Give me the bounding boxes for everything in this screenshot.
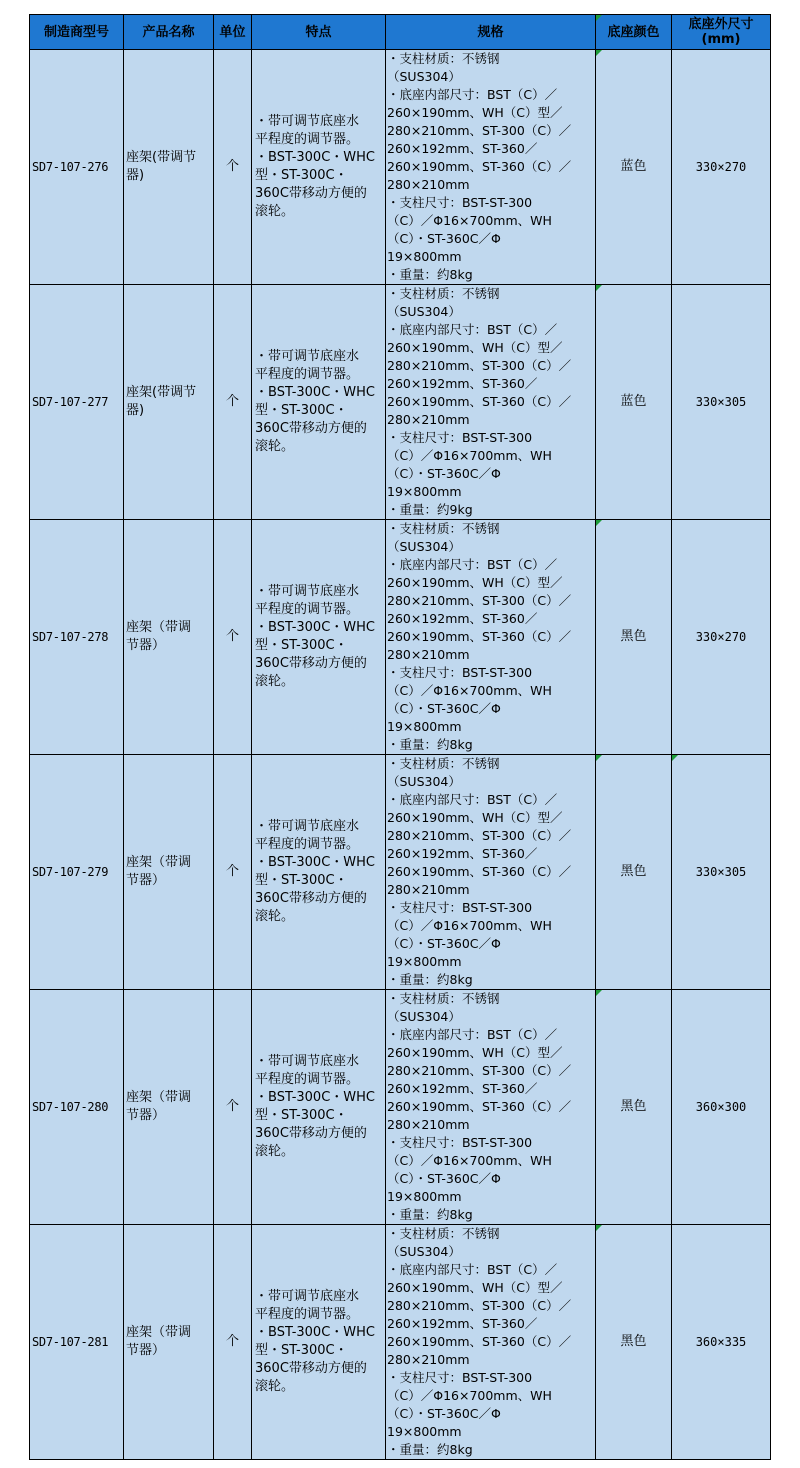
product-spec-table bbox=[29, 14, 771, 1460]
spec-line: 280×210mm、ST-300（C）／ bbox=[387, 1063, 572, 1078]
spec-line: 280×210mm、ST-300（C）／ bbox=[387, 358, 572, 373]
table-row bbox=[30, 50, 771, 285]
table-row bbox=[30, 755, 771, 990]
unit-cell: 个 bbox=[214, 755, 252, 990]
base-size-cell: 330×270 bbox=[672, 50, 771, 285]
feature-line: 滚轮。 bbox=[255, 439, 295, 454]
feature-line: ・带可调节底座水 bbox=[255, 1289, 360, 1304]
feature-line: 平程度的调节器。 bbox=[255, 1307, 360, 1322]
table-row bbox=[30, 520, 771, 755]
spec-line: 280×210mm bbox=[387, 647, 470, 662]
features-cell bbox=[252, 1225, 386, 1460]
table-row bbox=[30, 990, 771, 1225]
features-cell bbox=[252, 990, 386, 1225]
feature-line: ・带可调节底座水 bbox=[255, 1054, 360, 1069]
product-name-line: 节器） bbox=[126, 1108, 166, 1123]
table-body bbox=[30, 50, 771, 1460]
base-color-cell: 黑色 bbox=[596, 755, 672, 990]
table-row bbox=[30, 1225, 771, 1460]
spec-line: 260×192mm、ST-360／ bbox=[387, 846, 538, 861]
base-size-cell: 360×300 bbox=[672, 990, 771, 1225]
base-color-cell: 黑色 bbox=[596, 520, 672, 755]
spec-cell bbox=[386, 520, 596, 755]
base-color-cell: 黑色 bbox=[596, 1225, 672, 1460]
spec-line: 280×210mm bbox=[387, 412, 470, 427]
product-name-cell bbox=[124, 990, 214, 1225]
spec-line: ・支柱材质：不锈钢 bbox=[387, 51, 500, 66]
spec-line: 260×190mm、ST-360（C）／ bbox=[387, 629, 572, 644]
feature-line: 型・ST-300C・ bbox=[255, 638, 348, 653]
spec-cell bbox=[386, 1225, 596, 1460]
feature-line: 平程度的调节器。 bbox=[255, 132, 360, 147]
spec-line: 280×210mm、ST-300（C）／ bbox=[387, 123, 572, 138]
spec-line: ・支柱尺寸：BST-ST-300 bbox=[387, 195, 533, 210]
spec-line: 260×192mm、ST-360／ bbox=[387, 1316, 538, 1331]
header-color: 底座颜色 bbox=[596, 15, 672, 50]
base-size-cell: 330×305 bbox=[672, 285, 771, 520]
model-cell: SD7-107-276 bbox=[30, 50, 124, 285]
product-name-line: 座架(带调节 bbox=[126, 150, 197, 165]
model-cell: SD7-107-278 bbox=[30, 520, 124, 755]
header-row bbox=[30, 15, 771, 50]
feature-line: ・BST-300C・WHC bbox=[255, 855, 375, 870]
spec-line: ・底座内部尺寸：BST（C）／ bbox=[387, 792, 558, 807]
spec-line: 260×190mm、ST-360（C）／ bbox=[387, 159, 572, 174]
feature-line: ・BST-300C・WHC bbox=[255, 620, 375, 635]
model-cell: SD7-107-279 bbox=[30, 755, 124, 990]
feature-line: 型・ST-300C・ bbox=[255, 168, 348, 183]
product-name-line: 节器） bbox=[126, 873, 166, 888]
base-size-cell: 330×305 bbox=[672, 755, 771, 990]
product-name-line: 座架（带调 bbox=[126, 620, 192, 635]
product-name-cell bbox=[124, 1225, 214, 1460]
feature-line: 360C带移动方便的 bbox=[255, 186, 367, 201]
feature-line: 平程度的调节器。 bbox=[255, 602, 360, 617]
spec-line: 260×190mm、ST-360（C）／ bbox=[387, 1334, 572, 1349]
unit-cell: 个 bbox=[214, 520, 252, 755]
product-name-line: 器) bbox=[126, 168, 145, 183]
base-size-cell: 360×335 bbox=[672, 1225, 771, 1460]
product-name-cell bbox=[124, 285, 214, 520]
base-color-cell: 蓝色 bbox=[596, 50, 672, 285]
spec-line: （C）／Φ16×700mm、WH bbox=[387, 213, 552, 228]
feature-line: 滚轮。 bbox=[255, 909, 295, 924]
spec-line: （C）／Φ16×700mm、WH bbox=[387, 1153, 552, 1168]
spec-line: 260×190mm、WH（C）型／ bbox=[387, 105, 563, 120]
feature-line: ・带可调节底座水 bbox=[255, 819, 360, 834]
feature-line: 平程度的调节器。 bbox=[255, 837, 360, 852]
header-size bbox=[672, 15, 771, 50]
spec-line: ・支柱材质：不锈钢 bbox=[387, 756, 500, 771]
spec-line: （C）・ST-360C／Φ bbox=[387, 466, 501, 481]
feature-line: ・带可调节底座水 bbox=[255, 114, 360, 129]
feature-line: 滚轮。 bbox=[255, 1379, 295, 1394]
feature-line: 360C带移动方便的 bbox=[255, 891, 367, 906]
feature-line: ・BST-300C・WHC bbox=[255, 385, 375, 400]
spec-line: （C）・ST-360C／Φ bbox=[387, 936, 501, 951]
spec-line: 260×192mm、ST-360／ bbox=[387, 1081, 538, 1096]
spec-line: 260×190mm、WH（C）型／ bbox=[387, 1045, 563, 1060]
spec-line: 280×210mm bbox=[387, 177, 470, 192]
spec-line: 260×190mm、WH（C）型／ bbox=[387, 575, 563, 590]
spec-line: 260×192mm、ST-360／ bbox=[387, 141, 538, 156]
product-name-line: 座架（带调 bbox=[126, 855, 192, 870]
spec-line: ・支柱材质：不锈钢 bbox=[387, 286, 500, 301]
spec-line: （C）・ST-360C／Φ bbox=[387, 231, 501, 246]
feature-line: 型・ST-300C・ bbox=[255, 403, 348, 418]
spec-line: ・支柱材质：不锈钢 bbox=[387, 521, 500, 536]
spec-line: 260×190mm、WH（C）型／ bbox=[387, 1280, 563, 1295]
spec-line: 280×210mm、ST-300（C）／ bbox=[387, 828, 572, 843]
product-name-line: 座架（带调 bbox=[126, 1090, 192, 1105]
header-unit: 单位 bbox=[214, 15, 252, 50]
spec-line: 260×190mm、ST-360（C）／ bbox=[387, 864, 572, 879]
feature-line: 滚轮。 bbox=[255, 1144, 295, 1159]
spec-line: （C）／Φ16×700mm、WH bbox=[387, 448, 552, 463]
spec-line: （C）／Φ16×700mm、WH bbox=[387, 683, 552, 698]
spec-line: ・重量：约8kg bbox=[387, 972, 473, 987]
feature-line: 360C带移动方便的 bbox=[255, 1361, 367, 1376]
header-name: 产品名称 bbox=[124, 15, 214, 50]
header-model: 制造商型号 bbox=[30, 15, 124, 50]
spec-line: ・底座内部尺寸：BST（C）／ bbox=[387, 1027, 558, 1042]
spec-line: 19×800mm bbox=[387, 954, 462, 969]
spec-line: （SUS304） bbox=[387, 774, 461, 789]
spec-line: ・支柱尺寸：BST-ST-300 bbox=[387, 430, 533, 445]
spec-line: 280×210mm、ST-300（C）／ bbox=[387, 1298, 572, 1313]
spec-cell bbox=[386, 285, 596, 520]
feature-line: 滚轮。 bbox=[255, 204, 295, 219]
feature-line: 360C带移动方便的 bbox=[255, 1126, 367, 1141]
unit-cell: 个 bbox=[214, 990, 252, 1225]
spec-cell bbox=[386, 50, 596, 285]
unit-cell: 个 bbox=[214, 285, 252, 520]
feature-line: 型・ST-300C・ bbox=[255, 1343, 348, 1358]
base-size-cell: 330×270 bbox=[672, 520, 771, 755]
feature-line: 型・ST-300C・ bbox=[255, 873, 348, 888]
spec-cell bbox=[386, 755, 596, 990]
spec-line: ・支柱尺寸：BST-ST-300 bbox=[387, 900, 533, 915]
product-name-line: 座架(带调节 bbox=[126, 385, 197, 400]
feature-line: ・BST-300C・WHC bbox=[255, 1325, 375, 1340]
spec-line: 19×800mm bbox=[387, 249, 462, 264]
feature-line: ・BST-300C・WHC bbox=[255, 150, 375, 165]
spec-line: 19×800mm bbox=[387, 484, 462, 499]
spec-line: （C）／Φ16×700mm、WH bbox=[387, 1388, 552, 1403]
spec-line: 260×192mm、ST-360／ bbox=[387, 611, 538, 626]
spec-line: （SUS304） bbox=[387, 1244, 461, 1259]
spec-line: 19×800mm bbox=[387, 1189, 462, 1204]
spec-line: 280×210mm bbox=[387, 1117, 470, 1132]
spec-line: ・重量：约8kg bbox=[387, 737, 473, 752]
spec-line: 260×190mm、WH（C）型／ bbox=[387, 810, 563, 825]
feature-line: 360C带移动方便的 bbox=[255, 656, 367, 671]
spec-line: 19×800mm bbox=[387, 1424, 462, 1439]
spec-line: ・底座内部尺寸：BST（C）／ bbox=[387, 557, 558, 572]
product-name-line: 器) bbox=[126, 403, 145, 418]
unit-cell: 个 bbox=[214, 50, 252, 285]
spec-line: ・重量：约8kg bbox=[387, 267, 473, 282]
spec-line: 260×190mm、ST-360（C）／ bbox=[387, 394, 572, 409]
table-row bbox=[30, 285, 771, 520]
spec-line: ・支柱尺寸：BST-ST-300 bbox=[387, 1370, 533, 1385]
spec-line: ・支柱材质：不锈钢 bbox=[387, 1226, 500, 1241]
feature-line: ・BST-300C・WHC bbox=[255, 1090, 375, 1105]
spec-line: ・重量：约8kg bbox=[387, 1207, 473, 1222]
spec-line: （SUS304） bbox=[387, 539, 461, 554]
features-cell bbox=[252, 50, 386, 285]
product-name-line: 节器） bbox=[126, 638, 166, 653]
features-cell bbox=[252, 520, 386, 755]
spec-line: （SUS304） bbox=[387, 1009, 461, 1024]
spec-line: 260×190mm、ST-360（C）／ bbox=[387, 1099, 572, 1114]
model-cell: SD7-107-281 bbox=[30, 1225, 124, 1460]
spec-line: 280×210mm bbox=[387, 1352, 470, 1367]
spec-line: 280×210mm、ST-300（C）／ bbox=[387, 593, 572, 608]
feature-line: ・带可调节底座水 bbox=[255, 349, 360, 364]
model-cell: SD7-107-280 bbox=[30, 990, 124, 1225]
feature-line: 平程度的调节器。 bbox=[255, 367, 360, 382]
feature-line: 型・ST-300C・ bbox=[255, 1108, 348, 1123]
header-size-title: 底座外尺寸 bbox=[688, 17, 754, 32]
features-cell bbox=[252, 755, 386, 990]
spec-line: 260×192mm、ST-360／ bbox=[387, 376, 538, 391]
spec-line: 19×800mm bbox=[387, 719, 462, 734]
product-name-line: 座架（带调 bbox=[126, 1325, 192, 1340]
spec-line: ・底座内部尺寸：BST（C）／ bbox=[387, 87, 558, 102]
feature-line: ・带可调节底座水 bbox=[255, 584, 360, 599]
product-name-cell bbox=[124, 520, 214, 755]
spec-line: （SUS304） bbox=[387, 304, 461, 319]
spec-line: （C）・ST-360C／Φ bbox=[387, 1406, 501, 1421]
unit-cell: 个 bbox=[214, 1225, 252, 1460]
base-color-cell: 黑色 bbox=[596, 990, 672, 1225]
spec-line: ・重量：约8kg bbox=[387, 1442, 473, 1457]
base-color-cell: 蓝色 bbox=[596, 285, 672, 520]
spec-line: （C）・ST-360C／Φ bbox=[387, 701, 501, 716]
spec-line: （SUS304） bbox=[387, 69, 461, 84]
spec-line: ・重量：约9kg bbox=[387, 502, 473, 517]
spec-line: ・支柱尺寸：BST-ST-300 bbox=[387, 665, 533, 680]
product-name-cell bbox=[124, 50, 214, 285]
feature-line: 平程度的调节器。 bbox=[255, 1072, 360, 1087]
product-name-line: 节器） bbox=[126, 1343, 166, 1358]
feature-line: 滚轮。 bbox=[255, 674, 295, 689]
spec-line: ・底座内部尺寸：BST（C）／ bbox=[387, 1262, 558, 1277]
spec-line: 280×210mm bbox=[387, 882, 470, 897]
header-features: 特点 bbox=[252, 15, 386, 50]
product-name-cell bbox=[124, 755, 214, 990]
spec-line: ・支柱尺寸：BST-ST-300 bbox=[387, 1135, 533, 1150]
feature-line: 360C带移动方便的 bbox=[255, 421, 367, 436]
spec-line: ・底座内部尺寸：BST（C）／ bbox=[387, 322, 558, 337]
spec-cell bbox=[386, 990, 596, 1225]
spec-line: （C）／Φ16×700mm、WH bbox=[387, 918, 552, 933]
model-cell: SD7-107-277 bbox=[30, 285, 124, 520]
spec-line: 260×190mm、WH（C）型／ bbox=[387, 340, 563, 355]
features-cell bbox=[252, 285, 386, 520]
spec-line: （C）・ST-360C／Φ bbox=[387, 1171, 501, 1186]
header-spec: 规格 bbox=[386, 15, 596, 50]
spec-line: ・支柱材质：不锈钢 bbox=[387, 991, 500, 1006]
header-size-unit: (mm) bbox=[701, 32, 741, 47]
